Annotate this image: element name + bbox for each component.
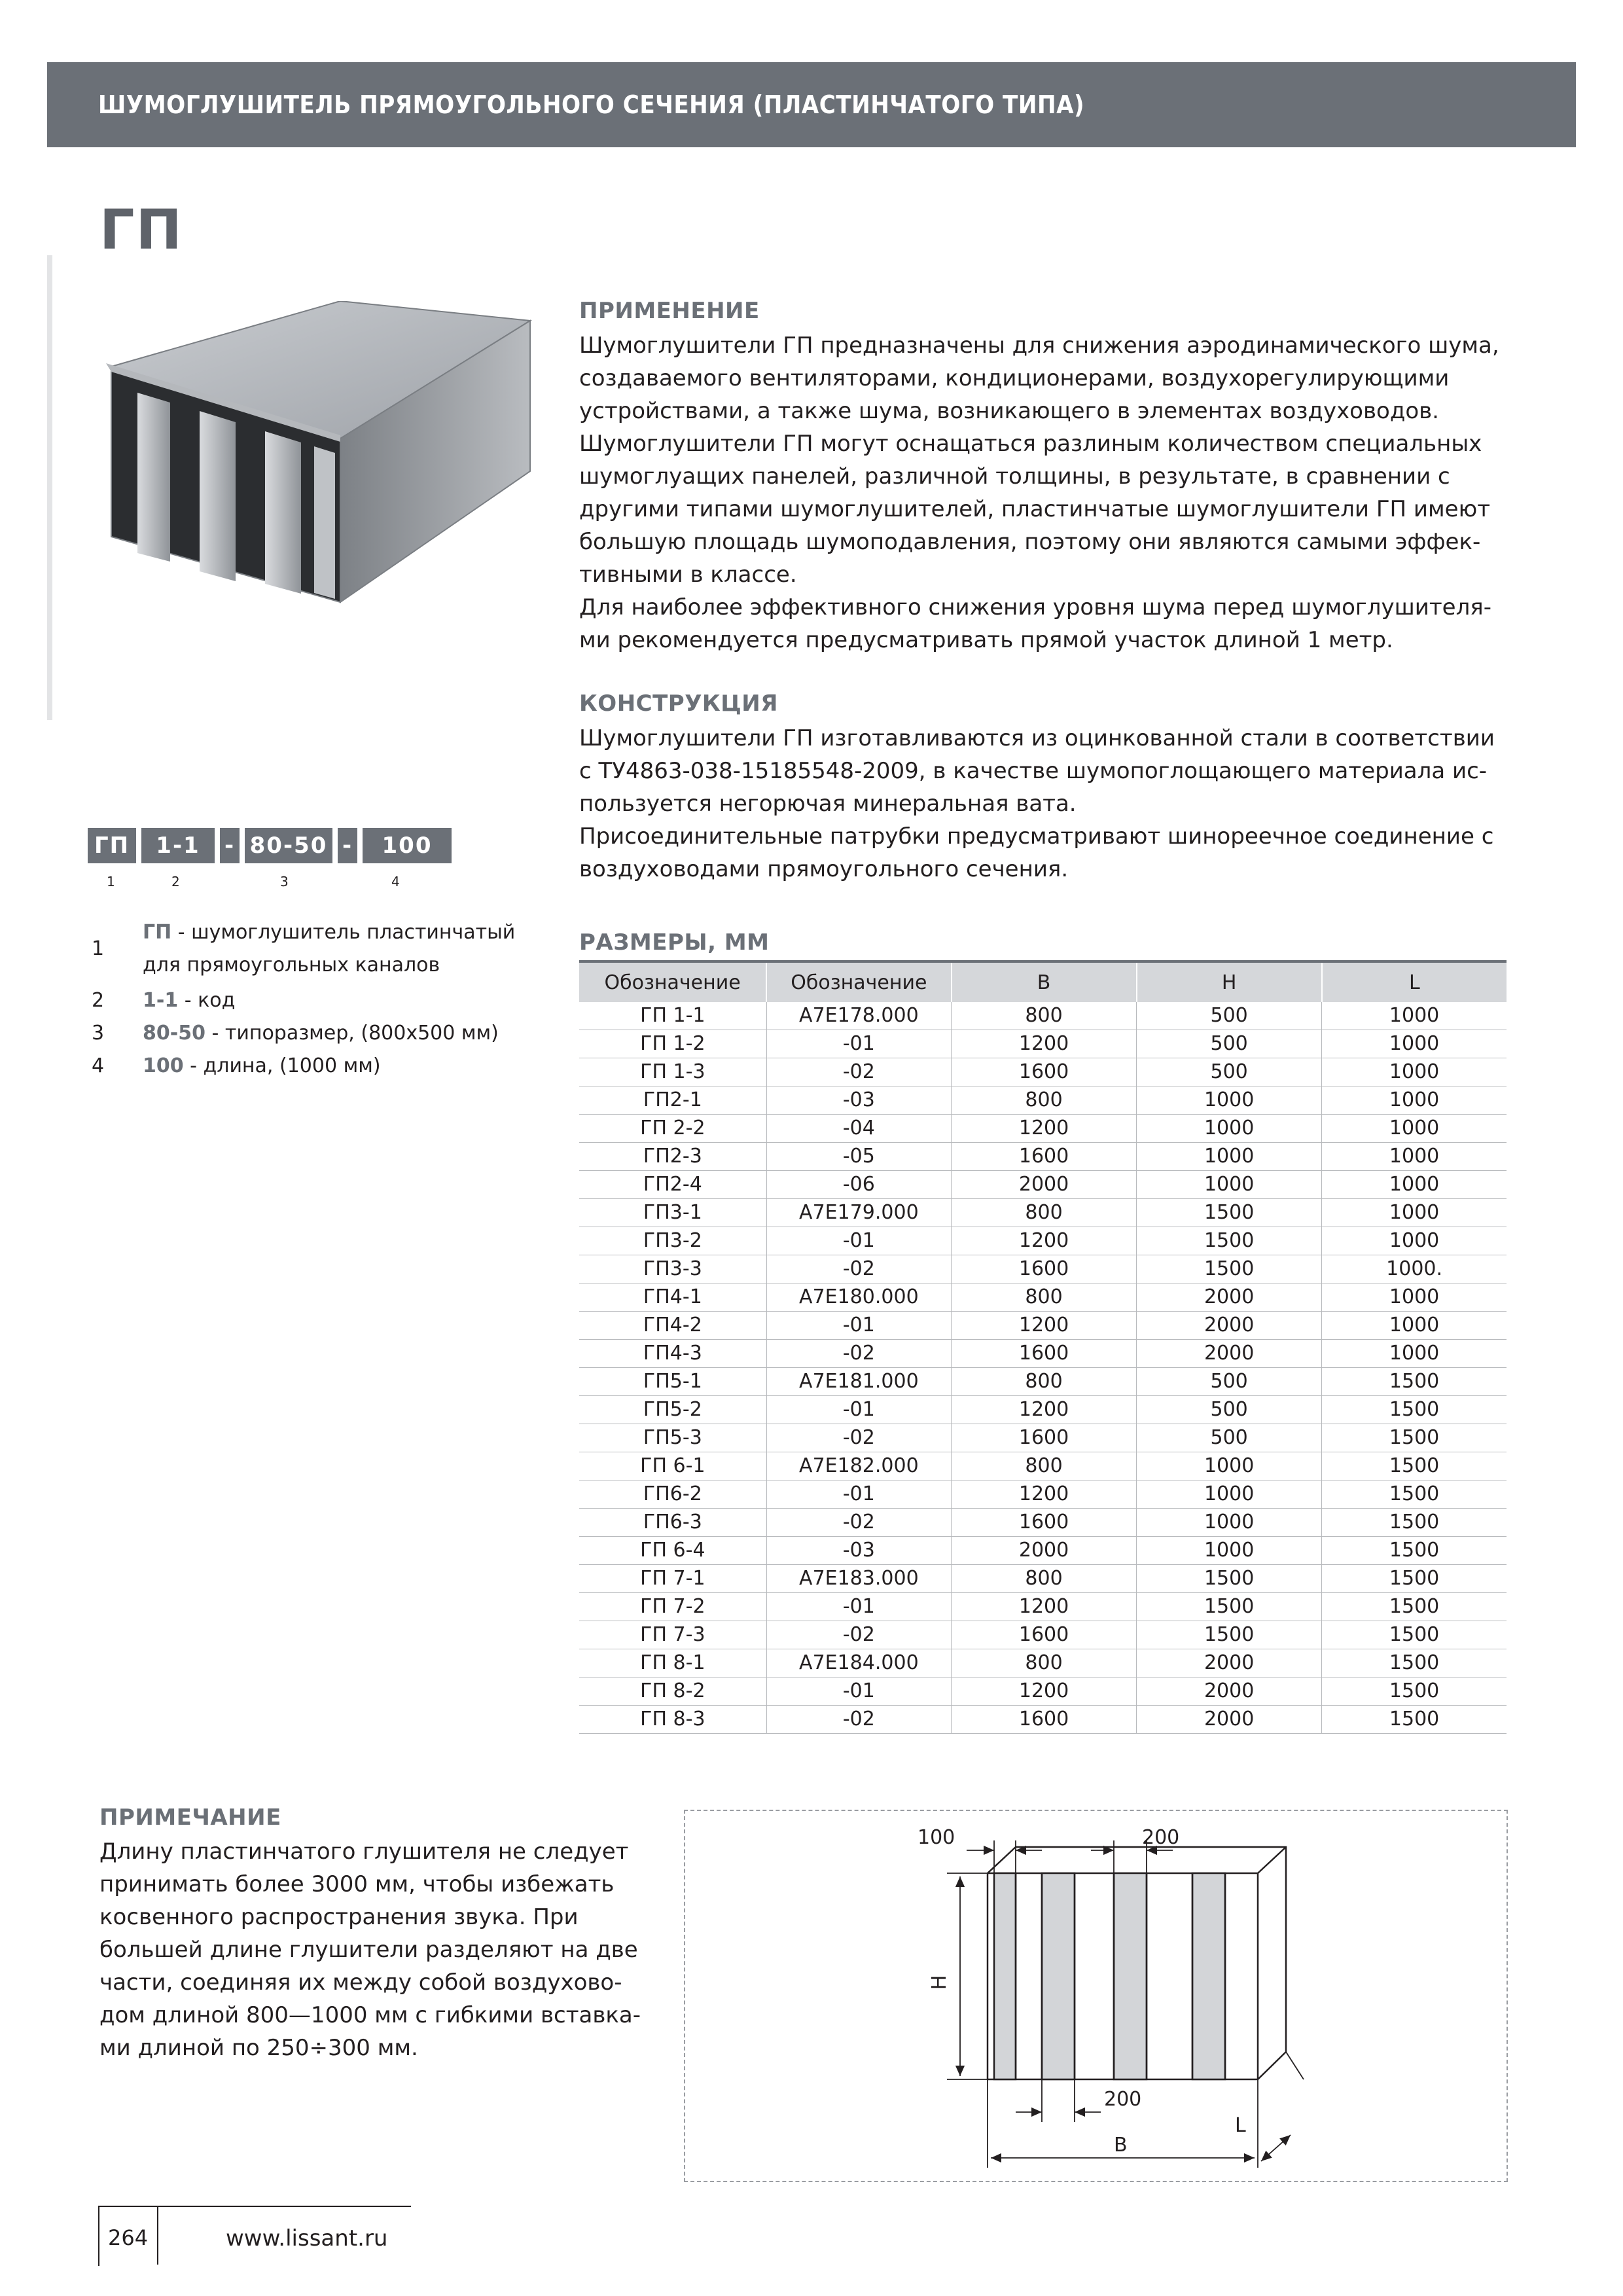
table-cell: ГП4-1	[579, 1283, 766, 1312]
table-row	[579, 1593, 1507, 1621]
table-cell: 1500	[1322, 1368, 1507, 1396]
table-row	[579, 1255, 1507, 1283]
table-cell: ГП 8-1	[579, 1649, 766, 1677]
legend-item	[92, 1050, 563, 1083]
table-cell: -01	[766, 1312, 951, 1340]
code-separator: -	[220, 828, 240, 863]
table-cell: 500	[1137, 1424, 1322, 1452]
text-line: шумоглуащих панелей, различной толщины, в результате, в сравнении с	[579, 463, 1450, 490]
table-cell: 1500	[1322, 1396, 1507, 1424]
table-cell: 1000	[1322, 1227, 1507, 1255]
table-cell: 800	[952, 1649, 1137, 1677]
table-cell: 1000	[1137, 1086, 1322, 1115]
table-cell: ГП2-4	[579, 1171, 766, 1199]
table-cell: ГП5-3	[579, 1424, 766, 1452]
table-row	[579, 1227, 1507, 1255]
table-cell: 1000	[1322, 1086, 1507, 1115]
table-cell: -01	[766, 1480, 951, 1509]
product-title: ГП	[99, 198, 183, 262]
table-cell: 1000	[1137, 1452, 1322, 1480]
table-cell: 1600	[952, 1621, 1137, 1649]
table-cell: -02	[766, 1058, 951, 1086]
table-cell: -01	[766, 1593, 951, 1621]
code-separator: -	[338, 828, 357, 863]
table-row	[579, 1480, 1507, 1509]
table-header-row	[579, 961, 1507, 1002]
table-cell: 1500	[1322, 1565, 1507, 1593]
table-cell: 1500	[1322, 1649, 1507, 1677]
table-cell: 1200	[952, 1480, 1137, 1509]
table-cell: 1000	[1137, 1115, 1322, 1143]
table-row	[579, 1002, 1507, 1030]
legend-item	[92, 1017, 563, 1050]
table-cell: ГП 2-2	[579, 1115, 766, 1143]
table-cell: А7Е178.000	[766, 1002, 951, 1030]
table-cell: А7Е183.000	[766, 1565, 951, 1593]
table-cell: ГП 1-2	[579, 1030, 766, 1058]
table-cell: 1200	[952, 1312, 1137, 1340]
table-row	[579, 1565, 1507, 1593]
table-cell: 1500	[1322, 1621, 1507, 1649]
table-cell: 2000	[1137, 1649, 1322, 1677]
table-cell: ГП 8-2	[579, 1677, 766, 1706]
table-cell: А7Е181.000	[766, 1368, 951, 1396]
table-cell: 2000	[1137, 1340, 1322, 1368]
table-cell: 1600	[952, 1255, 1137, 1283]
dim-label-l: L	[1235, 2114, 1246, 2137]
table-cell: 1500	[1322, 1537, 1507, 1565]
column-header: L	[1322, 961, 1507, 1002]
table-cell: ГП5-1	[579, 1368, 766, 1396]
text-line: Шумоглушители ГП изготавливаются из оцинкованной стали в соответствии	[579, 725, 1495, 751]
table-cell: 1200	[952, 1396, 1137, 1424]
header-bar	[47, 62, 1576, 147]
dim-label-b: B	[1114, 2134, 1128, 2157]
text-line: дом длиной 800—1000 мм с гибкими вставка-	[99, 2002, 641, 2028]
text-line: Шумоглушители ГП могут оснащаться разлиным количеством специальных	[579, 431, 1482, 457]
table-cell: ГП5-2	[579, 1396, 766, 1424]
table-cell: ГП2-3	[579, 1143, 766, 1171]
table-body	[579, 1002, 1507, 1734]
text-line: другими типами шумоглушителей, пластинчатые шумоглушители ГП имеют	[579, 496, 1491, 522]
table-cell: А7Е184.000	[766, 1649, 951, 1677]
code-part: 80-50	[245, 828, 332, 863]
dimensions-heading: РАЗМЕРЫ, ММ	[579, 929, 770, 956]
table-cell: 1600	[952, 1340, 1137, 1368]
text-line: создаваемого вентиляторами, кондиционерами, воздухорегулирующими	[579, 365, 1450, 391]
table-row	[579, 1030, 1507, 1058]
table-row	[579, 1452, 1507, 1480]
table-cell: ГП 7-2	[579, 1593, 766, 1621]
table-cell: 2000	[1137, 1312, 1322, 1340]
table-cell: -06	[766, 1171, 951, 1199]
text-line: большей длине глушители разделяют на две	[99, 1937, 638, 1963]
table-cell: -01	[766, 1396, 951, 1424]
table-cell: ГП2-1	[579, 1086, 766, 1115]
legend-text: - длина, (1000 мм)	[183, 1054, 381, 1077]
table-cell: 1500	[1137, 1565, 1322, 1593]
table-cell: 1600	[952, 1509, 1137, 1537]
table-cell: 800	[952, 1452, 1137, 1480]
table-cell: -02	[766, 1424, 951, 1452]
legend-number: 3	[92, 1022, 105, 1045]
table-cell: 500	[1137, 1002, 1322, 1030]
table-row	[579, 1115, 1507, 1143]
table-cell: ГП 1-3	[579, 1058, 766, 1086]
table-cell: 1200	[952, 1115, 1137, 1143]
table-cell: 800	[952, 1002, 1137, 1030]
table-cell: -01	[766, 1030, 951, 1058]
dimensions-table	[579, 960, 1507, 1734]
product-photo	[98, 301, 543, 609]
text-line: с ТУ4863-038-15185548-2009, в качестве шумопоглощающего материала ис-	[579, 758, 1488, 784]
code-index: 1	[107, 874, 115, 889]
table-cell: -04	[766, 1115, 951, 1143]
table-row	[579, 1706, 1507, 1734]
table-cell: 2000	[952, 1171, 1137, 1199]
table-row	[579, 1396, 1507, 1424]
construction-heading: КОНСТРУКЦИЯ	[579, 691, 778, 717]
text-line: устройствами, а также шума, возникающего в элементах воздуховодов.	[579, 398, 1439, 424]
text-line: части, соединяя их между собой воздухово-	[99, 1969, 622, 1996]
table-cell: 1500	[1137, 1227, 1322, 1255]
table-cell: 1500	[1322, 1480, 1507, 1509]
code-part: 1-1	[141, 828, 215, 863]
column-header: H	[1137, 961, 1322, 1002]
table-cell: 1000	[1137, 1143, 1322, 1171]
table-cell: 1500	[1322, 1452, 1507, 1480]
table-cell: 1500	[1137, 1593, 1322, 1621]
table-cell: 500	[1137, 1368, 1322, 1396]
table-cell: -02	[766, 1340, 951, 1368]
legend-number: 2	[92, 989, 105, 1012]
table-cell: 1500	[1322, 1677, 1507, 1706]
table-cell: 1600	[952, 1143, 1137, 1171]
code-part: 100	[363, 828, 452, 863]
legend-key: 100	[143, 1054, 184, 1077]
legend-key: ГП	[143, 921, 172, 944]
header-title: ШУМОГЛУШИТЕЛЬ ПРЯМОУГОЛЬНОГО СЕЧЕНИЯ (ПЛАСТИНЧАТОГО ТИПА)	[98, 90, 1085, 119]
table-cell: 1000	[1322, 1340, 1507, 1368]
table-cell: 1500	[1137, 1255, 1322, 1283]
table-row	[579, 1509, 1507, 1537]
code-index: 3	[280, 874, 289, 889]
table-cell: ГП3-2	[579, 1227, 766, 1255]
table-row	[579, 1058, 1507, 1086]
table-row	[579, 1537, 1507, 1565]
table-cell: ГП3-3	[579, 1255, 766, 1283]
table-cell: 800	[952, 1368, 1137, 1396]
table-row	[579, 1649, 1507, 1677]
dimension-drawing	[685, 1811, 1507, 2181]
table-cell: ГП6-3	[579, 1509, 766, 1537]
legend-key: 1-1	[143, 989, 179, 1012]
table-cell: 500	[1137, 1058, 1322, 1086]
text-line: Для наиболее эффективного снижения уровня шума перед шумоглушителя-	[579, 594, 1492, 620]
table-row	[579, 1621, 1507, 1649]
table-cell: 1600	[952, 1424, 1137, 1452]
table-cell: 2000	[1137, 1706, 1322, 1734]
table-row	[579, 1368, 1507, 1396]
legend-text: - типоразмер, (800х500 мм)	[205, 1022, 499, 1045]
table-cell: 1000	[1322, 1115, 1507, 1143]
table-cell: -01	[766, 1227, 951, 1255]
table-cell: 1000	[1322, 1030, 1507, 1058]
column-header: Обозначение	[579, 961, 766, 1002]
table-cell: 1000	[1137, 1171, 1322, 1199]
table-cell: 2000	[1137, 1283, 1322, 1312]
application-text	[579, 329, 1548, 656]
dim-label-100: 100	[918, 1826, 955, 1849]
dim-label-200-top: 200	[1142, 1826, 1180, 1849]
table-cell: 800	[952, 1086, 1137, 1115]
table-cell: -03	[766, 1086, 951, 1115]
code-index: 2	[171, 874, 180, 889]
dim-label-h: H	[928, 1975, 951, 1990]
table-row	[579, 1171, 1507, 1199]
table-cell: А7Е180.000	[766, 1283, 951, 1312]
table-row	[579, 1677, 1507, 1706]
table-cell: 1600	[952, 1058, 1137, 1086]
table-cell: 500	[1137, 1396, 1322, 1424]
application-heading: ПРИМЕНЕНИЕ	[579, 298, 760, 324]
table-row	[579, 1340, 1507, 1368]
table-cell: 1000	[1322, 1002, 1507, 1030]
text-line: пользуется негорючая минеральная вата.	[579, 791, 1077, 817]
table-cell: 1000.	[1322, 1255, 1507, 1283]
table-row	[579, 1312, 1507, 1340]
table-cell: ГП 7-3	[579, 1621, 766, 1649]
table-cell: -05	[766, 1143, 951, 1171]
table-cell: 1500	[1322, 1593, 1507, 1621]
text-line: косвенного распространения звука. При	[99, 1904, 579, 1930]
page-number: 264	[108, 2225, 149, 2250]
table-cell: 1000	[1137, 1480, 1322, 1509]
text-line: ми рекомендуется предусматривать прямой участок длиной 1 метр.	[579, 627, 1393, 653]
footer-website[interactable]: www.lissant.ru	[226, 2225, 388, 2251]
legend-item	[92, 984, 563, 1017]
table-cell: А7Е179.000	[766, 1199, 951, 1227]
text-line: большую площадь шумоподавления, поэтому они являются самыми эффек-	[579, 529, 1481, 555]
dimension-drawing-frame	[684, 1810, 1508, 2182]
code-index: 4	[391, 874, 400, 889]
text-line: воздуховодами прямоугольного сечения.	[579, 856, 1069, 882]
table-cell: 1000	[1322, 1283, 1507, 1312]
table-cell: 1500	[1322, 1424, 1507, 1452]
order-code	[88, 828, 452, 863]
table-cell: 500	[1137, 1030, 1322, 1058]
text-line: Шумоглушители ГП предназначены для снижения аэродинамического шума,	[579, 332, 1499, 359]
table-cell: ГП3-1	[579, 1199, 766, 1227]
table-cell: 1200	[952, 1677, 1137, 1706]
legend-number: 4	[92, 1054, 105, 1077]
table-cell: -01	[766, 1677, 951, 1706]
table-cell: 1600	[952, 1706, 1137, 1734]
table-cell: 1000	[1137, 1509, 1322, 1537]
table-cell: 2000	[1137, 1677, 1322, 1706]
table-cell: 1500	[1322, 1509, 1507, 1537]
table-cell: ГП4-3	[579, 1340, 766, 1368]
table-row	[579, 1199, 1507, 1227]
table-cell: 1500	[1137, 1621, 1322, 1649]
table-cell: 800	[952, 1565, 1137, 1593]
table-cell: -02	[766, 1706, 951, 1734]
legend-text: - шумоглушитель пластинчатый	[171, 921, 516, 944]
table-cell: ГП 6-4	[579, 1537, 766, 1565]
table-cell: 1500	[1137, 1199, 1322, 1227]
dim-label-200-bottom: 200	[1104, 2088, 1142, 2111]
table-cell: ГП6-2	[579, 1480, 766, 1509]
column-header: Обозначение	[766, 961, 951, 1002]
table-cell: ГП 6-1	[579, 1452, 766, 1480]
table-cell: -02	[766, 1255, 951, 1283]
table-row	[579, 1283, 1507, 1312]
footer-divider	[157, 2206, 158, 2265]
side-rule	[47, 255, 52, 720]
text-line: тивными в классе.	[579, 562, 797, 588]
table-cell: -02	[766, 1621, 951, 1649]
table-cell: -03	[766, 1537, 951, 1565]
table-cell: А7Е182.000	[766, 1452, 951, 1480]
table-cell: 800	[952, 1283, 1137, 1312]
table-cell: 1000	[1322, 1312, 1507, 1340]
construction-text	[579, 722, 1548, 886]
legend-item	[92, 916, 563, 982]
table-row	[579, 1086, 1507, 1115]
table-cell: 800	[952, 1199, 1137, 1227]
table-cell: ГП 7-1	[579, 1565, 766, 1593]
table-cell: 1000	[1322, 1058, 1507, 1086]
note-heading: ПРИМЕЧАНИЕ	[99, 1804, 281, 1831]
table-cell: 2000	[952, 1537, 1137, 1565]
table-cell: ГП4-2	[579, 1312, 766, 1340]
legend-text: - код	[178, 989, 236, 1012]
table-cell: ГП 1-1	[579, 1002, 766, 1030]
table-cell: 1200	[952, 1593, 1137, 1621]
table-cell: 1200	[952, 1030, 1137, 1058]
text-line: ми длиной по 250÷300 мм.	[99, 2035, 418, 2061]
table-cell: 1200	[952, 1227, 1137, 1255]
legend-key: 80-50	[143, 1022, 205, 1045]
note-text	[99, 1835, 662, 2064]
table-row	[579, 1143, 1507, 1171]
table-cell: 1000	[1137, 1537, 1322, 1565]
table-row	[579, 1424, 1507, 1452]
table-cell: 1000	[1322, 1143, 1507, 1171]
legend-text: для прямоугольных каналов	[143, 954, 440, 977]
code-part: ГП	[88, 828, 136, 863]
table-cell: -02	[766, 1509, 951, 1537]
table-cell: 1500	[1322, 1706, 1507, 1734]
text-line: Присоединительные патрубки предусматривают шинореечное соединение с	[579, 823, 1494, 850]
table-cell: 1000	[1322, 1199, 1507, 1227]
column-header: B	[952, 961, 1137, 1002]
text-line: Длину пластинчатого глушителя не следует	[99, 1839, 629, 1865]
text-line: принимать более 3000 мм, чтобы избежать	[99, 1871, 615, 1897]
table-cell: 1000	[1322, 1171, 1507, 1199]
code-legend	[92, 916, 563, 1083]
legend-number: 1	[92, 937, 105, 960]
table-cell: ГП 8-3	[579, 1706, 766, 1734]
